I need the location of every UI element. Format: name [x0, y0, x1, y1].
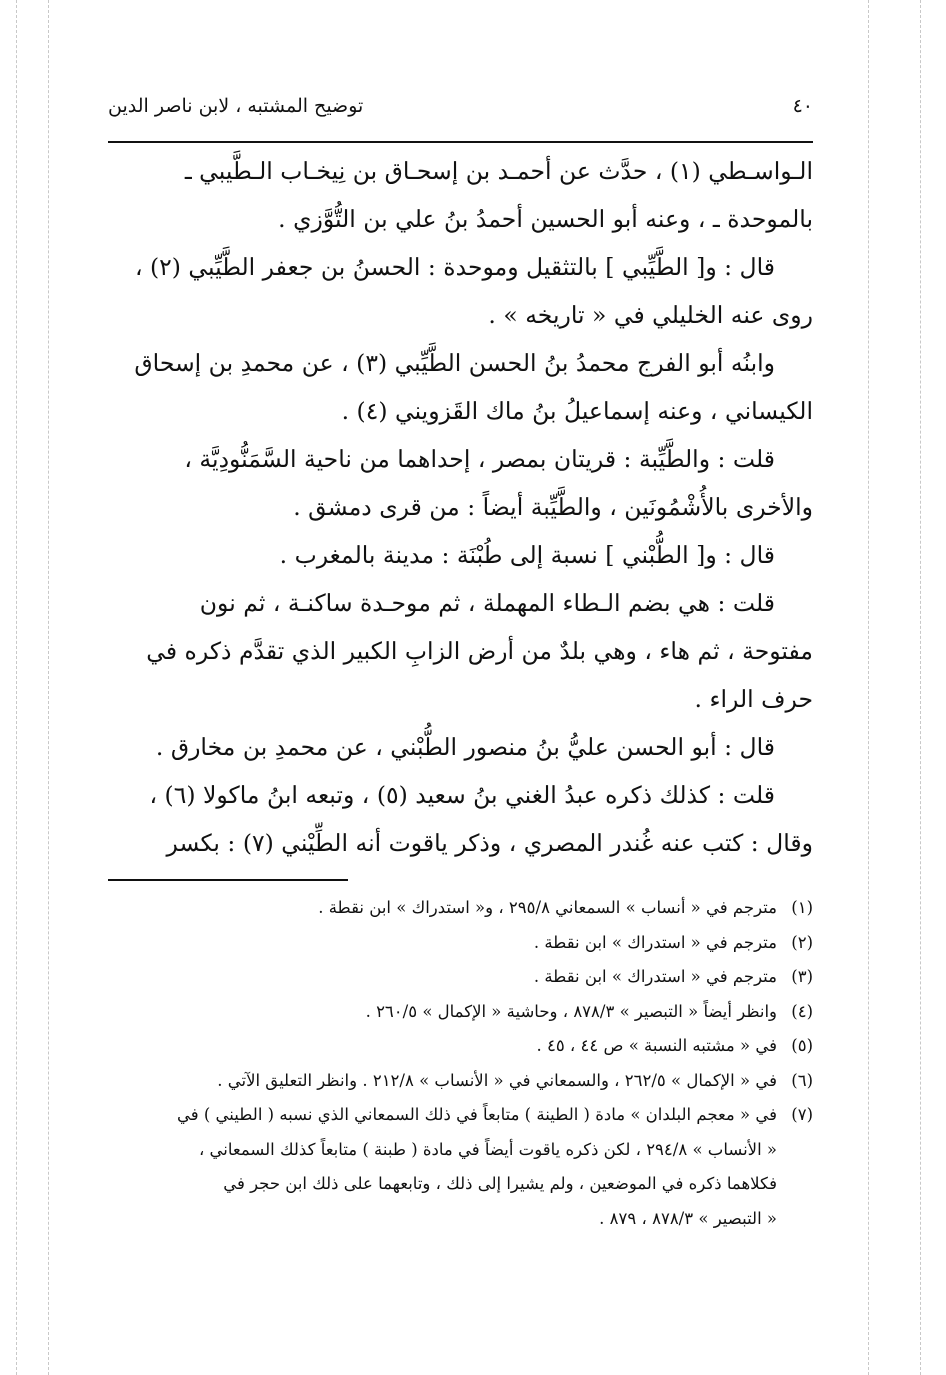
footnote: [108, 1064, 813, 1099]
scan-guide-line-left: [16, 0, 17, 1375]
footnotes: [108, 891, 813, 1236]
footnote-text: في « معجم البلدان » مادة ( الطينة ) متابعاً في ذلك السمعاني الذي نسبه ( الطيني ) في: [176, 1105, 777, 1124]
text-line: قلت : كذلك ذكره عبدُ الغني بنُ سعيد (٥) ، وتبعه ابنُ ماكولا (٦) ،: [149, 781, 775, 809]
footnote-text: « الأنساب » ٢٩٤/٨ ، لكن ذكره ياقوت أيضاً في مادة ( طبنة ) متابعاً كذلك السمعاني ،: [198, 1139, 777, 1159]
footnote-number: [777, 1202, 813, 1237]
text-line: قال : أبو الحسن عليُّ بنُ منصور الطُّبْني ، عن محمدِ بن مخارق .: [155, 733, 775, 761]
footnote-number: (٢): [791, 932, 813, 952]
footnote: [108, 960, 813, 995]
text-line: قال : و[ الطُّبْني ] نسبة إلى طُبْنَة : مدينة بالمغرب .: [279, 541, 775, 569]
footnote-number: (١): [791, 898, 813, 917]
footnote: [108, 1202, 813, 1237]
text-line: قلت : والطَّيِّبة : قريتان بمصر ، إحداهما من ناحية السَّمَنُّودِيَّة ،: [184, 445, 775, 473]
footnote-separator: [108, 879, 348, 881]
scan-guide-line-right-inner: [868, 0, 869, 1375]
footnote-text: وانظر أيضاً « التبصير » ٨٧٨/٣ ، وحاشية « الإكمال » ٢٦٠/٥ .: [365, 1001, 777, 1021]
main-text: [108, 147, 813, 867]
footnote: [108, 926, 813, 961]
page-number: ٤٠: [792, 95, 813, 117]
text-line: وقال : كتب عنه غُندر المصري ، وذكر ياقوت أنه الطِّيْني (٧) : بكسر: [166, 829, 813, 857]
footnote-number: (٤): [791, 1001, 813, 1021]
text-line: قلت : هي بضم الـطاء المهملة ، ثم موحـدة ساكنـة ، ثم نون: [199, 589, 775, 617]
footnote-number: (٣): [791, 967, 813, 986]
text-line: مفتوحة ، ثم هاء ، وهي بلدٌ من أرض الزابِ الكبير الذي تقدَّم ذكره في: [146, 637, 813, 665]
scan-guide-line-left-inner: [48, 0, 49, 1375]
text-line: روى عنه الخليلي في « تاريخه » .: [488, 301, 813, 329]
text-line: حرف الراء .: [694, 685, 813, 713]
footnote-text: فكلاهما ذكره في الموضعين ، ولم يشيرا إلى ذلك ، وتابعهما على ذلك ابن حجر في: [223, 1174, 777, 1193]
footnote: [108, 891, 813, 926]
footnote: [108, 1167, 813, 1202]
text-line: بالموحدة ـ ، وعنه أبو الحسين أحمدُ بنُ علي بن التُّوَّزي .: [278, 205, 813, 233]
footnote-number: (٧): [791, 1105, 813, 1124]
running-title: توضيح المشتبه ، لابن ناصر الدين: [108, 95, 364, 117]
footnote: [108, 1098, 813, 1133]
footnote-text: « التبصير » ٨٧٨/٣ ، ٨٧٩ .: [599, 1208, 777, 1228]
footnote-text: مترجم في « أنساب » السمعاني ٢٩٥/٨ ، و« استدراك » ابن نقطة .: [318, 898, 777, 917]
text-line: الكيساني ، وعنه إسماعيلُ بنُ ماك القَزويني (٤) .: [341, 397, 813, 425]
running-header: [108, 95, 813, 139]
footnote-text: في « مشتبه النسبة » ص ٤٤ ، ٤٥ .: [536, 1036, 777, 1055]
footnote-number: (٦): [791, 1070, 813, 1090]
text-line: قال : و[ الطَّيِّبي ] بالتثقيل وموحدة : الحسنُ بن جعفر الطَّيِّبي (٢) ،: [134, 253, 775, 281]
footnote-text: مترجم في « استدراك » ابن نقطة .: [533, 932, 777, 952]
footnote-number: [777, 1167, 813, 1202]
footnote-text: مترجم في « استدراك » ابن نقطة .: [533, 967, 777, 986]
header-rule: [108, 141, 813, 143]
footnote-text: في « الإكمال » ٢٦٢/٥ ، والسمعاني في « الأنساب » ٢١٢/٨ . وانظر التعليق الآتي .: [217, 1070, 777, 1090]
footnote: [108, 1133, 813, 1168]
text-line: والأخرى بالأُشْمُونَين ، والطَّيِّبة أيضاً : من قرى دمشق .: [293, 493, 813, 521]
book-page: [108, 95, 813, 1236]
footnote: [108, 1029, 813, 1064]
text-line: الـواسـطي (١) ، حدَّث عن أحمـد بن إسحـاق بن نِيخـاب الـطَّيبي ـ: [184, 157, 813, 185]
footnote-number: (٥): [791, 1036, 813, 1055]
text-line: وابنُه أبو الفرج محمدُ بنُ الحسن الطَّيِّبي (٣) ، عن محمدِ بن إسحاق: [134, 349, 775, 377]
footnote-number: [777, 1133, 813, 1168]
scan-guide-line-right: [920, 0, 921, 1375]
footnote: [108, 995, 813, 1030]
